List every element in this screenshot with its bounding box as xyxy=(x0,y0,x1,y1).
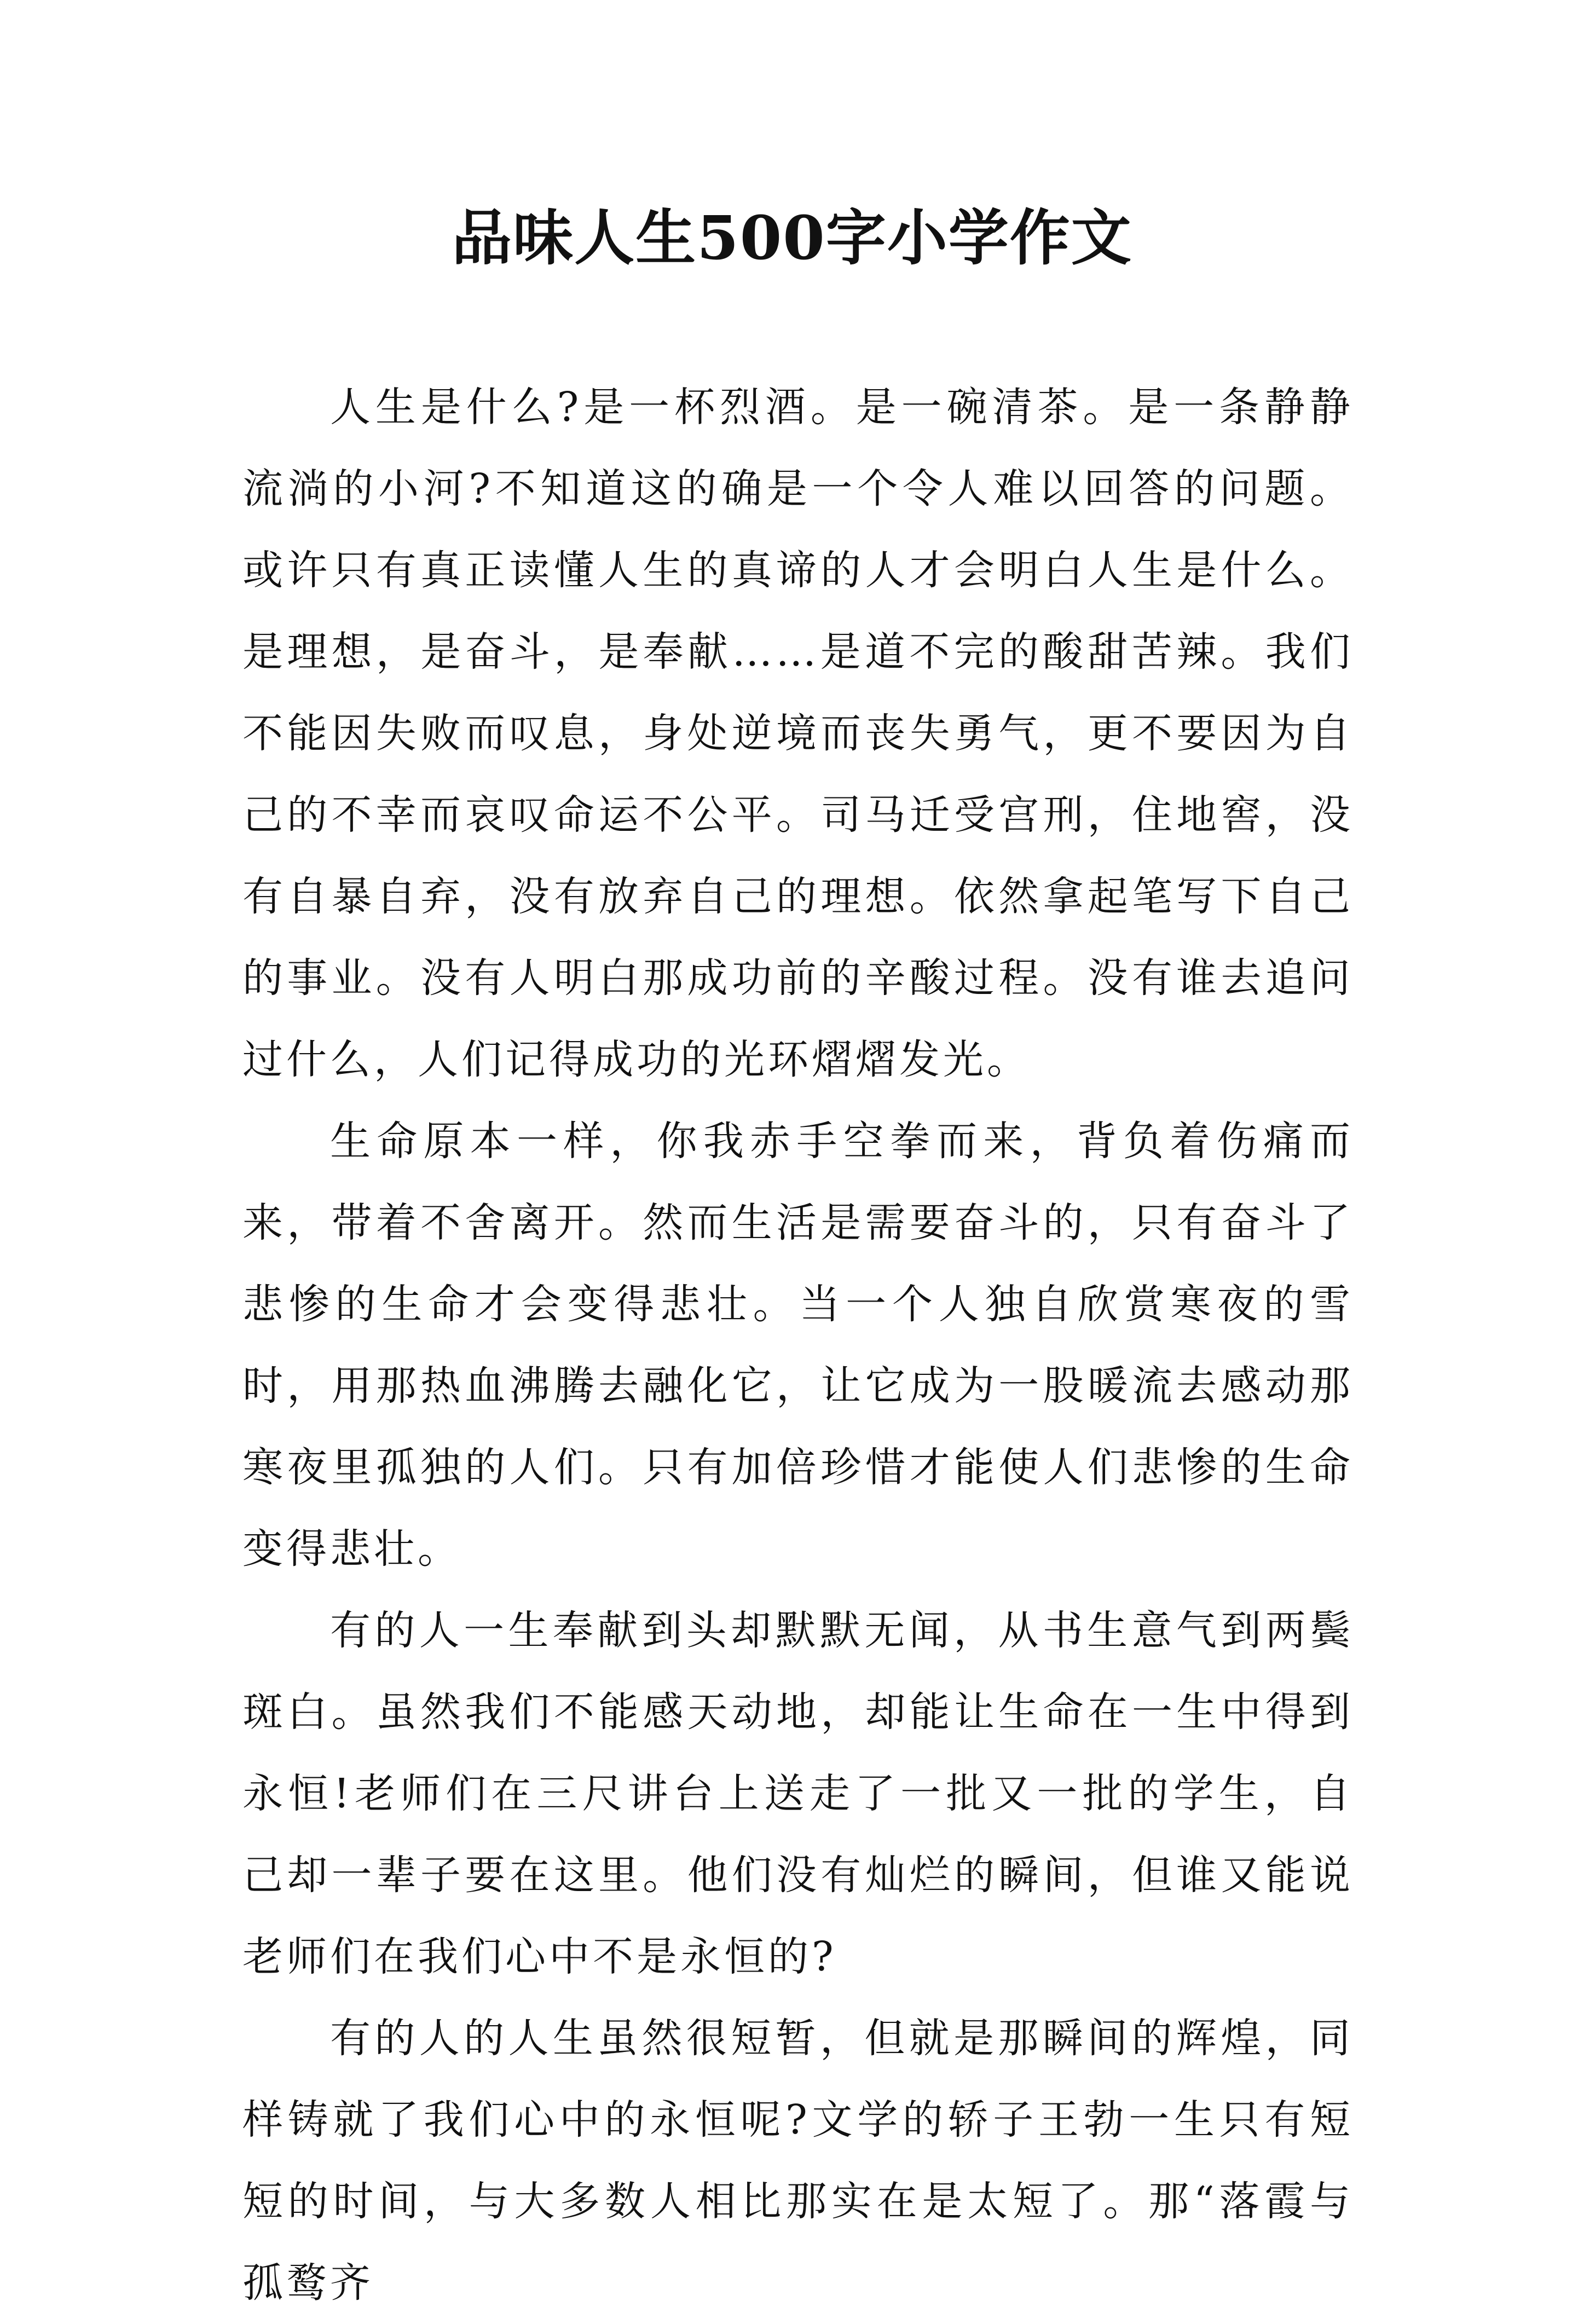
paragraph-4: 有的人的人生虽然很短暂，但就是那瞬间的辉煌，同样铸就了我们心中的永恒呢?文学的轿子王勃一生只有短短的时间，与大多数人相比那实在是太短了。那“落霞与孤鹜齐 xyxy=(242,2015,1354,2306)
paragraph-1: 人生是什么?是一杯烈酒。是一碗清茶。是一条静静流淌的小河?不知道这的确是一个令人难以回答的问题。或许只有真正读懂人生的真谛的人才会明白人生是什么。是理想，是奋斗，是奉献……是道不完的酸甜苦辣。我们不能因失败而叹息，身处逆境而丧失勇气，更不要因为自己的不幸而哀叹命运不公平。司马迁受宫刑，住地窖，没有自暴自弃，没有放弃自己的理想。依然拿起笔写下自己的事业。没有人明白那成功前的辛酸过程。没有谁去追问过什么，人们记得成功的光环熠熠发光。 xyxy=(242,384,1354,1083)
paragraph-2: 生命原本一样，你我赤手空拳而来，背负着伤痛而来，带着不舍离开。然而生活是需要奋斗的，只有奋斗了悲惨的生命才会变得悲壮。当一个人独自欣赏寒夜的雪时，用那热血沸腾去融化它，让它成为一股暖流去感动那寒夜里孤独的人们。只有加倍珍惜才能使人们悲惨的生命变得悲壮。 xyxy=(242,1118,1354,1573)
document-body xyxy=(242,367,1354,2324)
paragraph-3: 有的人一生奉献到头却默默无闻，从书生意气到两鬓斑白。虽然我们不能感天动地，却能让生命在一生中得到永恒!老师们在三尺讲台上送走了一批又一批的学生，自己却一辈子要在这里。他们没有灿烂的瞬间，但谁又能说老师们在我们心中不是永恒的? xyxy=(242,1607,1354,1980)
document-title: 品味人生500字小学作文 xyxy=(452,203,1132,273)
